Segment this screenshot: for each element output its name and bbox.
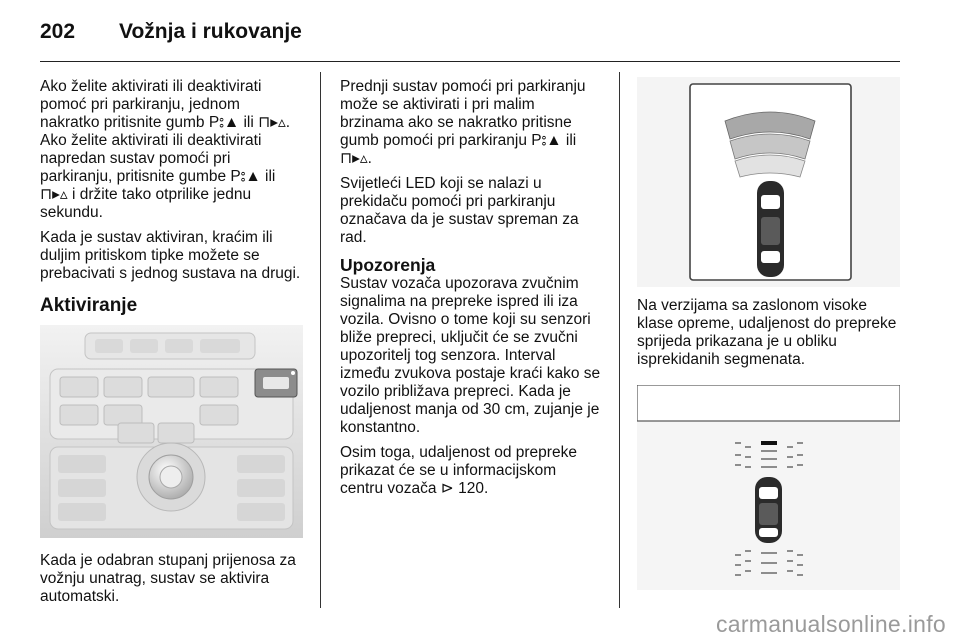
page-header	[40, 20, 920, 64]
col2-paragraph-2: Svijetleći LED koji se nalazi u prekidaču pomoći pri parkiranju označava da je sustav spreman za rad.	[340, 175, 579, 246]
watermark: carmanualsonline.info	[715, 611, 946, 637]
section-heading-aktiviranje: Aktiviranje	[40, 295, 138, 316]
col2-paragraph-4: Osim toga, udaljenost od prepreke prikazat će se u informacijskom centru vozača ⊳ 120.	[340, 444, 577, 497]
col2-paragraph-1: Prednji sustav pomoći pri parkiranju može se aktivirati i pri malim brzinama ako se nakratko pritisne gumb pomoći pri parkiranju P⦂▲ ili ⊓▸▵.	[340, 78, 586, 167]
segmented-distance-illustration	[637, 385, 900, 590]
page-title: Vožnja i rukovanje	[119, 20, 302, 43]
column-divider-1	[320, 72, 321, 608]
center-console-illustration	[40, 325, 303, 538]
column-divider-2	[619, 72, 620, 608]
parking-zones-illustration	[637, 77, 900, 287]
col1-paragraph-1: Ako želite aktivirati ili deaktivirati pomoć pri parkiranju, jednom nakratko pritisnite gumb P⦂▲ ili ⊓▸▵. Ako želite aktivirati ili deaktivirati napredan sustav pomoći pri parkiranju, pritisnite gumbe P⦂▲ ili ⊓▸▵ i držite tako otprilike jednu sekundu.	[40, 78, 291, 221]
section-heading-upozorenja: Upozorenja	[340, 255, 436, 275]
column-3	[637, 297, 905, 376]
column-1	[40, 78, 312, 327]
column-2	[340, 78, 610, 505]
col1-paragraph-3: Kada je odabran stupanj prijenosa za vožnju unatrag, sustav se aktivira automatski.	[40, 552, 296, 605]
header-rule	[40, 61, 900, 62]
segment-display-figure	[637, 385, 900, 590]
console-photo-figure	[40, 325, 303, 538]
page-number: 202	[40, 20, 76, 43]
col3-paragraph-1: Na verzijama sa zaslonom visoke klase opreme, udaljenost do prepreke sprijeda prikazana je u obliku isprekidanih segmenata.	[637, 297, 897, 368]
col2-paragraph-3: Sustav vozača upozorava zvučnim signalima na prepreke ispred ili iza vozila. Ovisno o tome koji su senzori bliže prepreci, uključit će se zvučni upozoritelj tog senzora. Interval između zvukova postaje kraći kako se vozilo približava prepreci. Kada je udaljenost manja od 30 cm, zujanje je konstantno.	[340, 275, 601, 436]
column-1-bottom	[40, 552, 312, 613]
col1-paragraph-2: Kada je sustav aktiviran, kraćim ili duljim pritiskom tipke možete se prebacivati s jednog sustava na drugi.	[40, 229, 301, 282]
distance-zones-figure	[637, 77, 900, 287]
